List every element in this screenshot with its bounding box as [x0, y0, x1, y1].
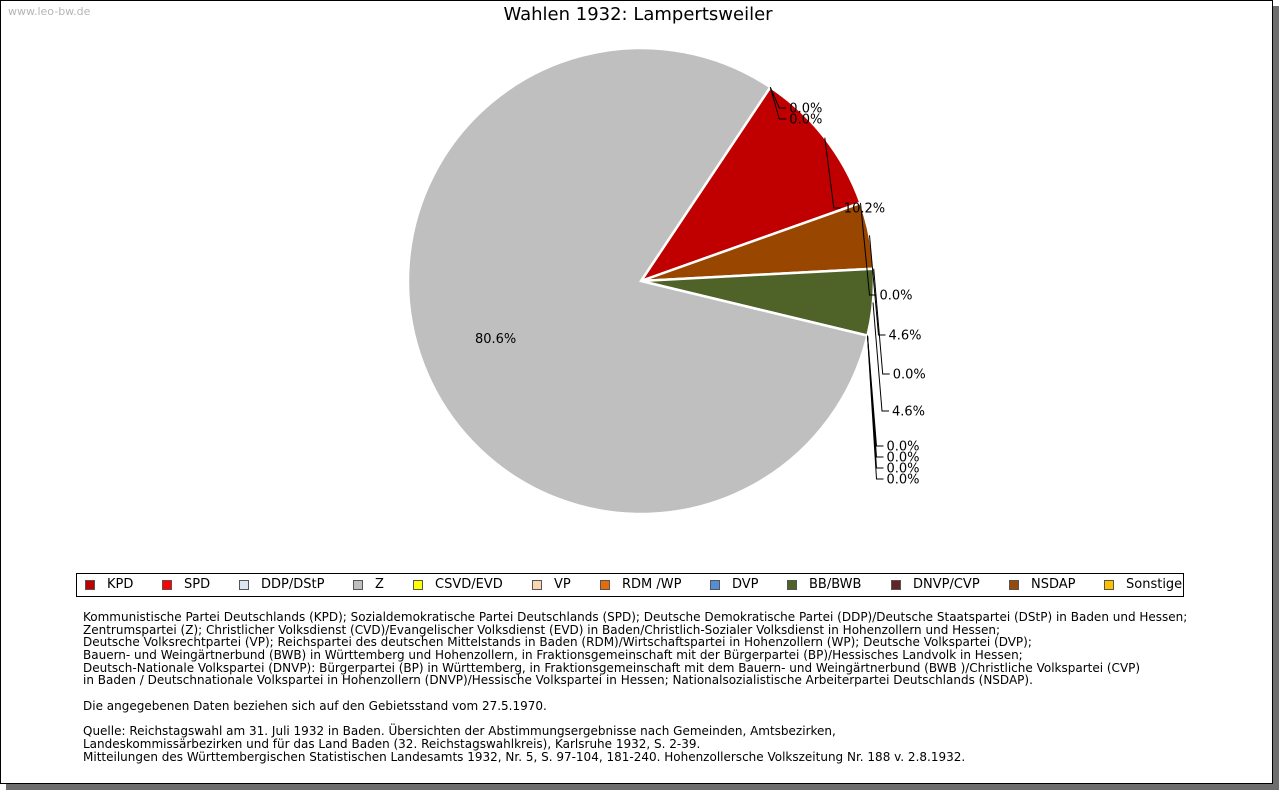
legend-swatch	[353, 580, 363, 590]
watermark: www.leo-bw.de	[8, 5, 91, 18]
footnote-line: Kommunistische Partei Deutschlands (KPD); Sozialdemokratische Partei Deutschlands (SPD); Deutsche Demokratische Partei (DDP)/Deutsche Staatspartei (DStP) in Baden und Hessen;	[83, 610, 1188, 624]
legend-swatch	[85, 580, 95, 590]
pie-label-6: 4.6%	[892, 404, 926, 420]
legend-swatch	[239, 580, 249, 590]
legend	[76, 573, 1184, 597]
pie-label-7: 0.0%	[886, 439, 920, 455]
legend-label: Sonstige	[1126, 577, 1183, 592]
source-line: Quelle: Reichstagswahl am 31. Juli 1932 in Baden. Übersichten der Abstimmungsergebnisse nach Gemeinden, Amtsbezirken,	[83, 724, 836, 739]
footnote-line: Deutsch-Nationale Volkspartei (DNVP): Bürgerpartei (BP) in Württemberg, in Fraktionsgemeinschaft mit dem Bauern- und Weingärtnerbund (BWB )/Christliche Volkspartei (CVP)	[83, 660, 1141, 675]
pie-label-11: 80.6%	[474, 331, 517, 347]
legend-swatch	[162, 580, 172, 590]
legend-label: CSVD/EVD	[435, 577, 503, 592]
pie-chart	[1, 1, 1275, 561]
legend-label: VP	[554, 577, 571, 592]
legend-label: NSDAP	[1031, 577, 1076, 592]
legend-swatch	[600, 580, 610, 590]
legend-label: BB/BWB	[809, 577, 862, 592]
source-line: Landeskommissärbezirken und für das Land Baden (32. Reichstagswahlkreis), Karlsruhe 1932, S. 2-39.	[83, 736, 701, 751]
legend-label: SPD	[184, 577, 211, 592]
footnote-line: Deutsche Volksrechtpartei (VP); Reichspartei des deutschen Mittelstands in Baden (RDM)/Wirtschaftspartei in Hohenzollern (WP); Deutsche Volkspartei (DVP);	[83, 635, 1032, 650]
pie-label-4: 4.6%	[888, 328, 922, 344]
footnote-line: Die angegebenen Daten beziehen sich auf den Gebietsstand vom 27.5.1970.	[83, 698, 547, 713]
footnote-spacer	[83, 687, 1187, 700]
footnote-line: in Baden / Deutschnationale Volkspartei in Hohenzollern (DNVP)/Hessische Volkspartei in Hessen; Nationalsozialistische Arbeiterpartei Deutschlands (NSDAP).	[83, 673, 1033, 688]
pie-label-3: 0.0%	[879, 288, 913, 304]
footnotes	[83, 611, 1187, 763]
pie-leader-line-5	[874, 269, 890, 374]
legend-label: DNVP/CVP	[913, 577, 980, 592]
legend-swatch	[891, 580, 901, 590]
legend-swatch	[1104, 580, 1114, 590]
pie-label-0: 0.0%	[789, 101, 823, 117]
pie-label-9: 0.0%	[886, 461, 920, 477]
pie-label-5: 0.0%	[892, 367, 926, 383]
legend-swatch	[1009, 580, 1019, 590]
pie-label-8: 0.0%	[886, 450, 920, 466]
footnote-line: Bauern- und Weingärtnerbund (BWB) in Württemberg und Hohenzollern, in Fraktionsgemeinschaft mit der Bürgerpartei (BP)/Hessisches Landvolk in Hessen;	[83, 648, 1023, 663]
legend-swatch	[710, 580, 720, 590]
legend-swatch	[532, 580, 542, 590]
legend-swatch	[787, 580, 797, 590]
footnote-line: Zentrumspartei (Z); Christlicher Volksdienst (CVD)/Evangelischer Volksdienst (EVD) in Baden/Christlich-Sozialer Volksdienst in Hohenzollern und Hessen;	[83, 622, 1001, 637]
pie-label-1: 0.0%	[789, 112, 823, 128]
legend-label: DDP/DStP	[261, 577, 325, 592]
legend-label: KPD	[107, 577, 134, 592]
pie-label-2: 10.2%	[843, 201, 886, 217]
legend-label: Z	[375, 577, 384, 592]
source-line: Mitteilungen des Württembergischen Statistischen Landesamts 1932, Nr. 5, S. 97-104, 181-240. Hohenzollersche Volkszeitung Nr. 188 v. 2.8.1932.	[83, 749, 966, 764]
pie-label-10: 0.0%	[886, 472, 920, 488]
legend-label: DVP	[732, 577, 759, 592]
chart-title: Wahlen 1932: Lampertsweiler	[503, 4, 773, 25]
legend-swatch	[413, 580, 423, 590]
legend-label: RDM /WP	[622, 577, 682, 592]
